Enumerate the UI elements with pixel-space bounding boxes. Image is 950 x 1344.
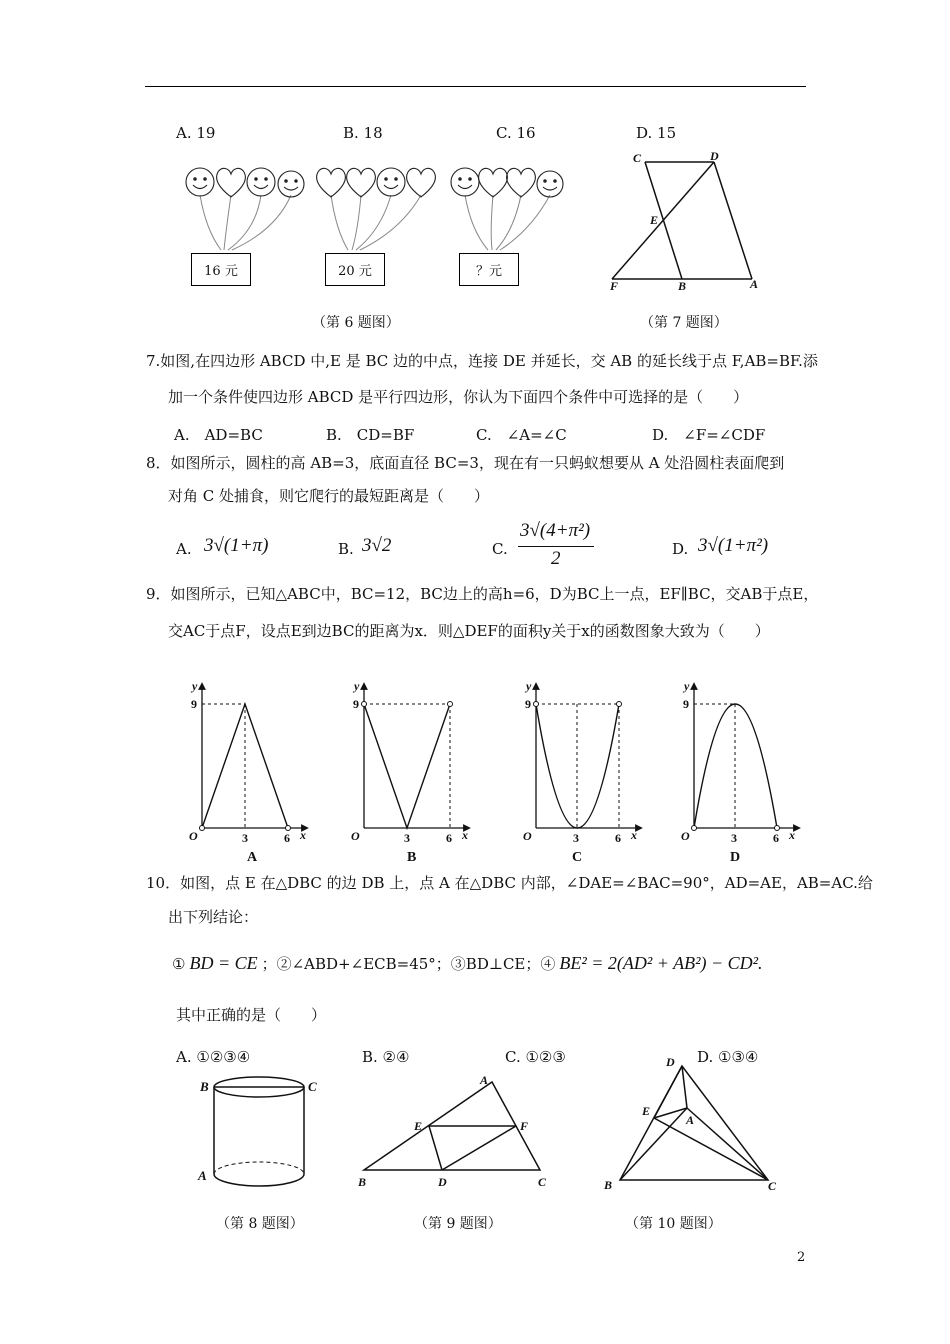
q7-option-b: B. CD=BF (326, 426, 415, 444)
q10-conclusions (172, 953, 763, 974)
svg-text:x: x (631, 828, 637, 842)
svg-text:x: x (462, 828, 468, 842)
svg-text:6: 6 (615, 831, 621, 845)
q8-text-line2: 对角 C 处捕食，则它爬行的最短距离是（ ） (168, 487, 490, 505)
svg-text:y: y (684, 679, 690, 693)
svg-text:B: B (407, 850, 417, 865)
q9-text-line1: 9．如图所示，已知△ABC中，BC=12，BC边上的高h=6，D为BC上一点，EF∥BC，交AB于点E， (146, 585, 819, 603)
q9-label-b: B (358, 1175, 367, 1189)
svg-text:3: 3 (573, 831, 579, 845)
q10-figure (600, 1052, 790, 1197)
q9-graph-d (681, 679, 797, 865)
q6-option-b: B. 18 (343, 124, 383, 142)
svg-text:y: y (192, 679, 198, 693)
svg-text:y: y (526, 679, 532, 693)
q10-conclusion-1-mark: ① (172, 955, 186, 973)
q10-text-line4: 其中正确的是（ ） (176, 1006, 327, 1024)
q8-text-line1: 8．如图所示，圆柱的高 AB=3，底面直径 BC=3，现在有一只蚂蚁想要从 A 处沿圆柱表面爬到 (146, 454, 785, 472)
page-number: 2 (797, 1250, 806, 1265)
q10-text-line1: 10．如图，点 E 在△DBC 的边 DB 上，点 A 在△DBC 内部，∠DAE=∠BAC=90°，AD=AE，AB=AC.给 (146, 874, 873, 892)
q8-option-c-label: C. (492, 540, 508, 558)
q9-label-d: D (438, 1175, 447, 1189)
q8-option-c-fraction-bar (518, 546, 594, 547)
q10-option-d: D. ①③④ (697, 1048, 759, 1066)
q8-caption: （第 8 题图） (216, 1216, 304, 1232)
svg-text:x: x (300, 828, 306, 842)
q8-option-c-numerator: 3√(4+π²) (520, 520, 591, 541)
svg-text:D: D (730, 850, 741, 865)
q8-figure (192, 1070, 327, 1200)
q7-label-e: E (650, 213, 659, 227)
q8-label-b: B (200, 1079, 209, 1094)
q7-text-line1: 7.如图,在四边形 ABCD 中,E 是 BC 边的中点，连接 DE 并延长，交 AB 的延长线于点 F,AB=BF.添 (146, 352, 818, 370)
q7-text-line2: 加一个条件使四边形 ABCD 是平行四边形，你认为下面四个条件中可选择的是（ ） (168, 388, 749, 406)
q8-option-b-math: 3√2 (362, 535, 392, 556)
svg-text:x: x (789, 828, 795, 842)
q7-label-a: A (750, 277, 759, 291)
svg-text:9: 9 (525, 697, 531, 711)
q8-option-c-denominator: 2 (551, 548, 561, 569)
q9-figure (352, 1068, 557, 1193)
q10-label-a: A (686, 1113, 695, 1127)
q7-option-a: A. AD=BC (174, 426, 263, 444)
svg-text:A: A (247, 850, 258, 865)
q9-graph-a (189, 679, 306, 865)
q10-label-b: B (604, 1178, 613, 1192)
q9-label-a: A (480, 1073, 489, 1087)
svg-text:3: 3 (404, 831, 410, 845)
svg-text:C: C (572, 850, 583, 865)
q9-text-line2: 交AC于点F，设点E到边BC的距离为x．则△DEF的面积y关于x的函数图象大致为（ ） (168, 622, 770, 640)
q6-option-a: A. 19 (176, 124, 216, 142)
svg-text:6: 6 (284, 831, 290, 845)
q8-label-c: C (308, 1079, 317, 1094)
q6-caption: （第 6 题图） (312, 315, 400, 331)
q7-label-f: F (610, 279, 619, 292)
q6-price-box-1: 16 元 (191, 253, 251, 286)
q9-label-f: F (520, 1119, 529, 1133)
q7-label-d: D (710, 150, 719, 163)
svg-text:3: 3 (242, 831, 248, 845)
q10-label-c: C (768, 1179, 777, 1193)
q6-price-box-2: 20 元 (325, 253, 385, 286)
q7-label-c: C (633, 151, 642, 165)
q9-graphs (180, 676, 820, 866)
svg-text:9: 9 (353, 697, 359, 711)
q10-conclusion-4-math: BE² = 2(AD² + AB²) − CD². (559, 953, 763, 973)
svg-text:6: 6 (446, 831, 452, 845)
q9-label-c: C (538, 1175, 547, 1189)
svg-text:O: O (351, 829, 360, 843)
q10-conclusions-2-3: ；②∠ABD+∠ECB=45°；③BD⊥CE；④ (261, 955, 556, 973)
q7-caption: （第 7 题图） (640, 315, 728, 331)
q10-option-b: B. ②④ (362, 1048, 410, 1066)
q9-graph-c (523, 679, 639, 865)
q9-label-e: E (414, 1119, 423, 1133)
q8-option-a-math: 3√(1+π) (204, 535, 269, 556)
q10-label-e: E (642, 1104, 651, 1118)
q6-price-box-3: ？元 (459, 253, 519, 286)
svg-text:9: 9 (191, 697, 197, 711)
q8-option-a-label: A. (176, 540, 192, 558)
q8-option-b-label: B. (338, 540, 354, 558)
q7-option-c: C. ∠A=∠C (476, 426, 567, 444)
svg-text:y: y (354, 679, 360, 693)
q7-option-d: D. ∠F=∠CDF (652, 426, 766, 444)
q10-option-c: C. ①②③ (505, 1048, 566, 1066)
q8-option-d-label: D. (672, 540, 689, 558)
q8-label-a: A (198, 1168, 207, 1183)
q9-graph-b (351, 679, 468, 865)
q10-conclusion-1-math: BD = CE (189, 953, 258, 973)
q6-option-d: D. 15 (636, 124, 677, 142)
svg-text:O: O (681, 829, 690, 843)
svg-text:O: O (189, 829, 198, 843)
svg-text:3: 3 (731, 831, 737, 845)
svg-text:9: 9 (683, 697, 689, 711)
q10-label-d: D (666, 1055, 675, 1069)
q9-caption: （第 9 题图） (414, 1216, 502, 1232)
q7-figure (600, 150, 770, 292)
header-rule (145, 86, 806, 87)
q10-text-line2: 出下列结论： (168, 908, 259, 926)
svg-text:O: O (523, 829, 532, 843)
q8-option-d-math: 3√(1+π²) (698, 535, 769, 556)
q10-option-a: A. ①②③④ (176, 1048, 251, 1066)
svg-text:6: 6 (773, 831, 779, 845)
q6-option-c: C. 16 (496, 124, 536, 142)
q10-caption: （第 10 题图） (625, 1216, 722, 1232)
q7-label-b: B (678, 279, 687, 292)
